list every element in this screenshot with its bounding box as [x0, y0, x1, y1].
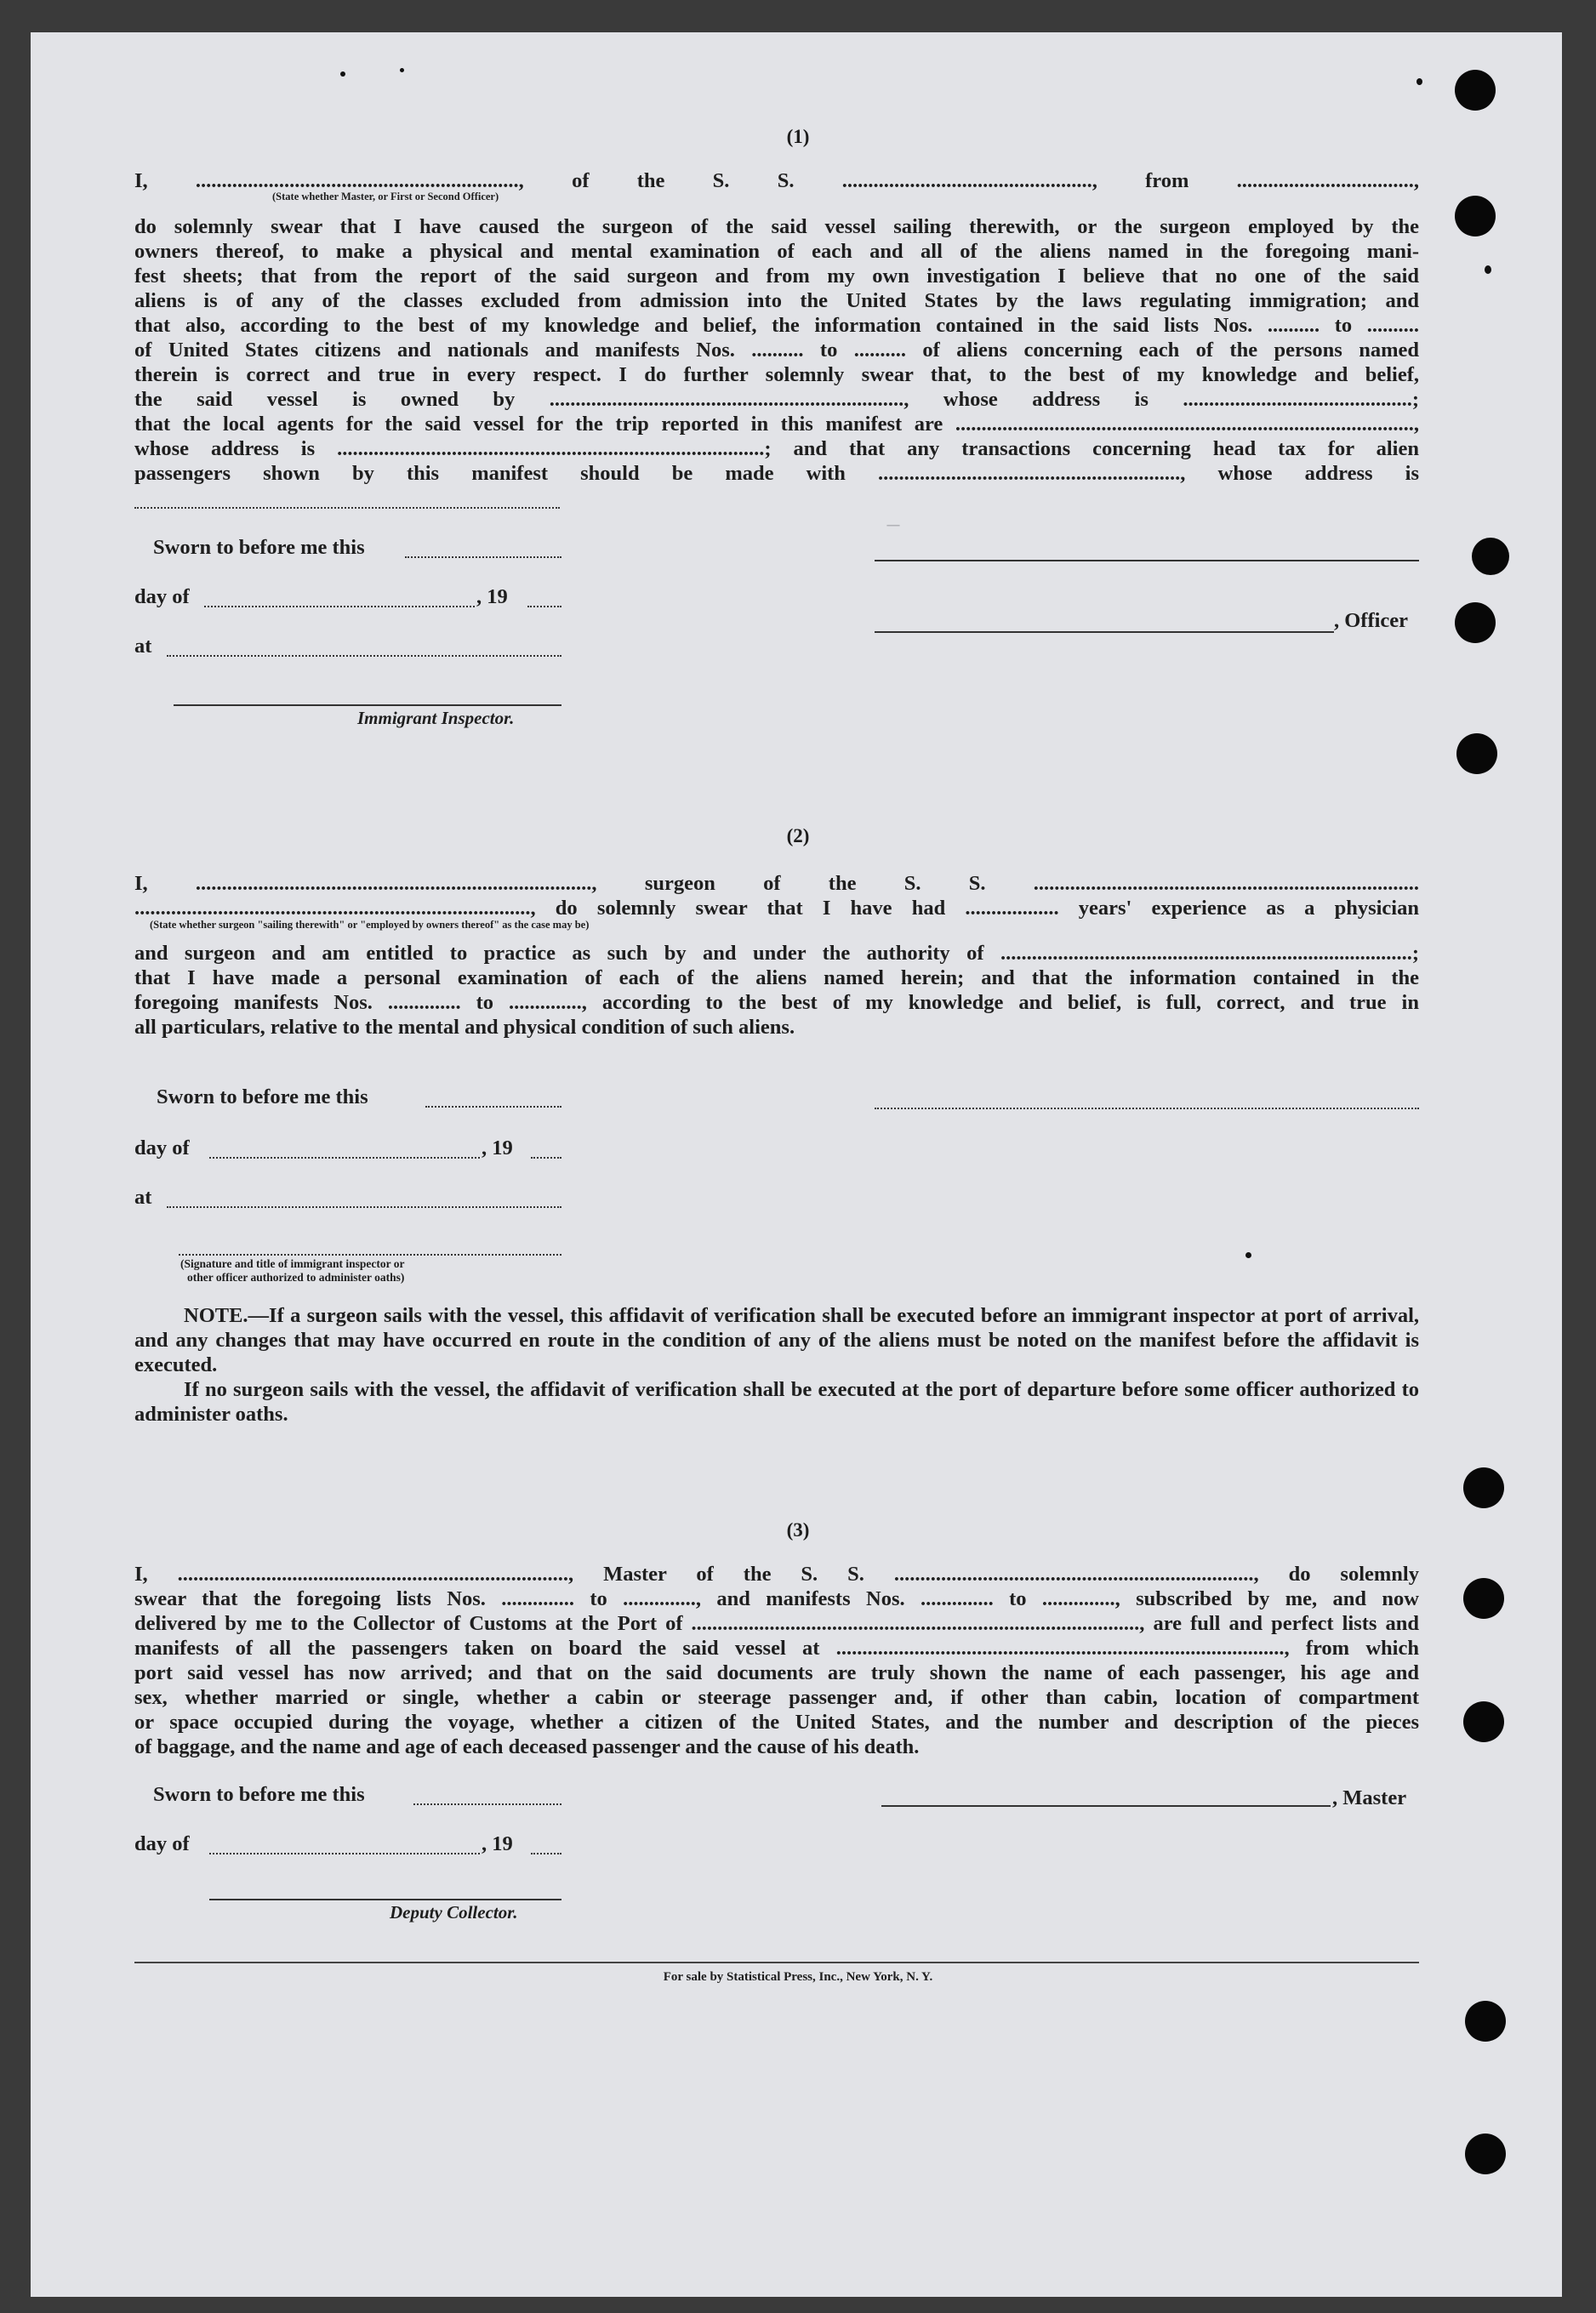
- inspector-signature-line[interactable]: [174, 703, 561, 706]
- surgeon-note: (State whether surgeon "sailing therewith" or "employed by owners thereof" as the case may be): [150, 919, 590, 931]
- oath-line: the said vessel is owned by ...................................................................., whose address is ............................................;: [134, 388, 1419, 411]
- oath-line: that also, according to the best of my knowledge and belief, the information contained in the said lists Nos. .......... to ..........: [134, 314, 1419, 337]
- sworn-label: Sworn to before me this: [153, 536, 365, 559]
- punch-hole: [1455, 196, 1496, 236]
- sworn-label: Sworn to before me this: [157, 1085, 368, 1108]
- punch-hole: [1463, 1467, 1504, 1508]
- sworn-date-field[interactable]: [405, 555, 561, 558]
- ink-speck: [1485, 265, 1491, 274]
- punch-hole: [1465, 2134, 1506, 2174]
- ink-speck: [400, 68, 404, 72]
- oath-line: and surgeon and am entitled to practice as such by and under the authority of ...............................................................................;: [134, 942, 1419, 965]
- officer-signature-line[interactable]: [875, 558, 1419, 561]
- officer-label: , Officer: [1334, 609, 1409, 632]
- oath-line: that the local agents for the said vessel for the trip reported in this manifest are ........................................................................................,: [134, 413, 1419, 436]
- signature-note-line-2: other officer authorized to administer oaths): [187, 1271, 405, 1284]
- note-paragraph-1: [134, 1303, 1419, 1377]
- ink-speck: [1416, 78, 1422, 85]
- year-label: , 19: [476, 585, 508, 608]
- sworn-label: Sworn to before me this: [153, 1783, 365, 1806]
- master-note: (State whether Master, or First or Second Officer): [272, 191, 499, 202]
- master-label: , Master: [1332, 1786, 1407, 1809]
- at-field[interactable]: [167, 1205, 561, 1208]
- oath-line: do solemnly swear that I have caused the surgeon of the said vessel sailing therewith, or the surgeon employed by the: [134, 215, 1419, 238]
- section-2-oath: [134, 871, 1419, 920]
- oath-line: sex, whether married or single, whether a cabin or steerage passenger and, if other than cabin, location of compartment: [134, 1686, 1419, 1709]
- oath-line: I, ..........................................................................., Master of the S. S. ....................................................................., do solemnly: [134, 1563, 1419, 1586]
- punch-hole: [1463, 1701, 1504, 1742]
- day-of-label: day of: [134, 1832, 190, 1855]
- oath-line: delivered by me to the Collector of Customs at the Port of ......................................................................................, are full and perfect lists and: [134, 1612, 1419, 1635]
- oath-line: whose address is ..................................................................................; and that any transactions concerning head tax for alien: [134, 437, 1419, 460]
- oath-line: ............................................................................, do solemnly swear that I have had .................. years' experience as a physician: [134, 897, 1419, 920]
- immigrant-inspector-label: Immigrant Inspector.: [357, 708, 515, 728]
- year-field[interactable]: [527, 604, 561, 607]
- note-text: If no surgeon sails with the vessel, the affidavit of verification shall be executed at the port of departure before some officer authorized to administer oaths.: [134, 1378, 1419, 1426]
- punch-hole: [1472, 538, 1509, 575]
- master-signature-line[interactable]: [881, 1803, 1331, 1807]
- oath-line: fest sheets; that from the report of the said surgeon and from my own investigation I believe that no one of the said: [134, 265, 1419, 288]
- day-of-label: day of: [134, 1137, 190, 1159]
- oath-line: I, .............................................................., of the S. S. ................................................, from ..................................,: [134, 169, 1419, 192]
- collector-signature-line[interactable]: [209, 1897, 561, 1900]
- oath-line: passengers shown by this manifest should be made with .........................................................., whose address is: [134, 462, 1419, 485]
- oath-line: all particulars, relative to the mental and physical condition of such aliens.: [134, 1016, 795, 1039]
- ink-speck: [1245, 1252, 1251, 1258]
- section-1-number: (1): [786, 126, 810, 147]
- day-of-label: day of: [134, 585, 190, 608]
- note-text: NOTE.—If a surgeon sails with the vessel, this affidavit of verification shall be executed before an immigrant inspector at port of arrival, and any changes that may have occurred en route in the condition of any of the aliens must be noted on the manifest before the affidavit is executed.: [134, 1304, 1419, 1376]
- year-label: , 19: [482, 1137, 513, 1159]
- sworn-date-field[interactable]: [413, 1802, 561, 1805]
- oath-line: swear that the foregoing lists Nos. .............. to .............., and manifests Nos. .............. to .............., subscribed by me, and now: [134, 1587, 1419, 1610]
- punch-hole: [1456, 733, 1497, 774]
- surgeon-signature-line[interactable]: [875, 1106, 1419, 1109]
- section-3-number: (3): [786, 1519, 810, 1541]
- signature-note-line-1: (Signature and title of immigrant inspector or: [180, 1257, 405, 1270]
- oath-line: of United States citizens and nationals and manifests Nos. .......... to .......... of aliens concerning each of the persons named: [134, 339, 1419, 362]
- punch-hole: [1455, 602, 1496, 643]
- oath-line: manifests of all the passengers taken on board the said vessel at ......................................................................................, from which: [134, 1637, 1419, 1660]
- sworn-date-field[interactable]: [425, 1104, 561, 1108]
- oath-line: foregoing manifests Nos. .............. to .............., according to the best of my knowledge and belief, is full, correct, and true in: [134, 991, 1419, 1014]
- day-of-field[interactable]: [204, 604, 475, 607]
- section-1-oath-body: [134, 214, 1419, 486]
- inspector-signature-line[interactable]: [179, 1252, 561, 1256]
- day-of-field[interactable]: [209, 1155, 480, 1159]
- section-1-oath: [134, 168, 1419, 193]
- section-2-oath-body: [134, 941, 1419, 1040]
- officer-line[interactable]: [875, 630, 1334, 633]
- printer-credit: For sale by Statistical Press, Inc., New York, N. Y.: [663, 1970, 933, 1984]
- footer-rule: [134, 1962, 1419, 1963]
- oath-line: owners thereof, to make a physical and mental examination of each and all of the aliens named in the foregoing mani-: [134, 240, 1419, 263]
- oath-line: that I have made a personal examination of each of the aliens named herein; and that the information contained in the: [134, 966, 1419, 989]
- signature-line[interactable]: [134, 505, 560, 509]
- day-of-field[interactable]: [209, 1851, 480, 1854]
- note-paragraph-2: [134, 1377, 1419, 1427]
- oath-line: port said vessel has now arrived; and that on the said documents are truly shown the name of each passenger, his age and: [134, 1661, 1419, 1684]
- ink-speck: [340, 71, 345, 77]
- at-label: at: [134, 1186, 152, 1209]
- oath-line: aliens is of any of the classes excluded from admission into the United States by the laws regulating immigration; and: [134, 289, 1419, 312]
- at-field[interactable]: [167, 653, 561, 657]
- punch-hole: [1463, 1578, 1504, 1619]
- year-label: , 19: [482, 1832, 513, 1855]
- oath-line: therein is correct and true in every respect. I do further solemnly swear that, to the best of my knowledge and belief,: [134, 363, 1419, 386]
- oath-line: or space occupied during the voyage, whether a citizen of the United States, and the number and description of the pieces: [134, 1711, 1419, 1734]
- deputy-collector-label: Deputy Collector.: [390, 1902, 518, 1923]
- at-label: at: [134, 635, 152, 658]
- year-field[interactable]: [531, 1155, 561, 1159]
- punch-hole: [1455, 70, 1496, 111]
- section-3-oath: [134, 1562, 1419, 1759]
- punch-hole: [1465, 2001, 1506, 2042]
- oath-line: I, ............................................................................, surgeon of the S. S. ..........................................................................: [134, 872, 1419, 895]
- section-2-number: (2): [786, 825, 810, 846]
- year-field[interactable]: [531, 1851, 561, 1854]
- oath-line: of baggage, and the name and age of each deceased passenger and the cause of his death.: [134, 1735, 920, 1758]
